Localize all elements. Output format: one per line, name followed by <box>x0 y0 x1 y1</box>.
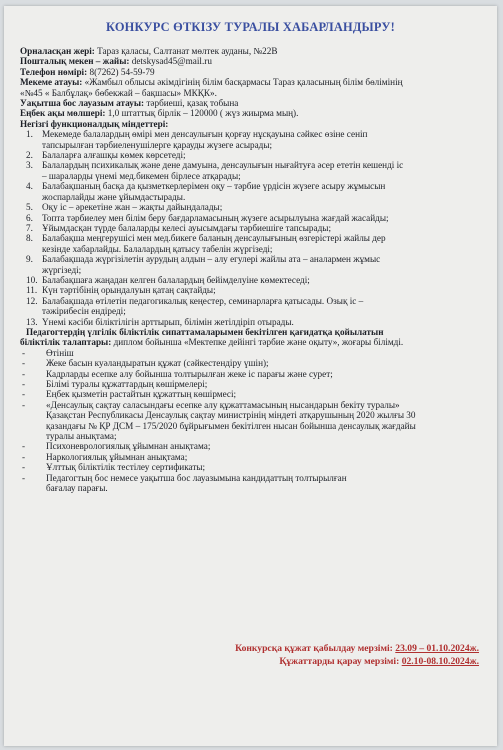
duty-number: 8. <box>26 233 33 244</box>
duty-item <box>20 296 489 317</box>
salary-label: Еңбек ақы мөлшері: <box>20 108 106 119</box>
location-value: Тараз қаласы, Салтанат мөлтек ауданы, №22В <box>94 46 278 56</box>
duty-number: 3. <box>26 160 33 171</box>
duty-item <box>20 181 489 202</box>
duty-number: 1. <box>26 129 33 140</box>
page-title: КОНКУРС ӨТКІЗУ ТУРАЛЫ ХАБАРЛАНДЫРУ! <box>105 20 396 34</box>
duties-heading: Негізгі функционалдық міндеттері: <box>20 118 169 129</box>
document-item <box>20 462 489 472</box>
duty-number: 10. <box>26 274 38 285</box>
duty-number: 13. <box>26 316 38 327</box>
duties-list <box>20 129 489 327</box>
document-bullet: - <box>22 379 26 389</box>
duty-number: 6. <box>26 212 33 223</box>
requirements-value: диплом бойынша «Мектепке дейінгі тәрбие және оқыту», жоғары білімді. <box>111 337 404 348</box>
duty-item <box>20 254 489 275</box>
document-text-line: Наркологиялық ұйымнан анықтама; <box>46 451 188 462</box>
acceptance-deadline-value: 23.09 – 01.10.2024ж. <box>395 643 479 654</box>
review-deadline-value: 02.10-08.10.2024ж. <box>401 656 479 667</box>
duty-text-line: Мекемеде балалардың өмірі мен денсаулығын қорғау нұсқауына сәйкес өзіне сеніп <box>42 129 368 140</box>
document-bullet: - <box>22 368 26 379</box>
duty-item <box>20 202 489 212</box>
duty-text-line: Балабақшаның басқа да қызметкерлерімен оқу – тәрбие үрдісін жүзеге асыру жұмысын <box>42 181 386 192</box>
duty-number: 5. <box>26 202 33 213</box>
duty-text-line: Балаларға алғашқы көмек көрсетеді; <box>42 150 186 161</box>
org-label: Мекеме атауы: <box>20 77 83 88</box>
document-bullet: - <box>22 389 26 400</box>
duty-item <box>20 129 489 150</box>
documents-list <box>20 348 489 494</box>
duty-number: 9. <box>26 254 33 265</box>
document-item <box>20 348 489 358</box>
document-text-line: Жеке басын куәландыратын құжат (сәйкестендіру үшін); <box>46 358 269 369</box>
document-text-line: Психоневрологиялық ұйымнан анықтама; <box>46 441 211 452</box>
duty-text-line: Балабақшаға жаңадан келген балалардың бейімделуіне көмектеседі; <box>42 274 310 285</box>
email-value: detskysad45@mail.ru <box>129 56 212 67</box>
duty-number: 11. <box>26 285 38 296</box>
duty-item <box>20 160 489 181</box>
requirements-line <box>20 337 489 347</box>
duty-text-line: – шараларды үнемі мед.бикемен бірлесе атқарады; <box>42 170 241 181</box>
salary-line <box>20 108 489 118</box>
duty-text-line: Балалардың психикалық және дене дамуына, денсаулығын нығайтуға әсер ететін кешенді іс <box>42 160 404 171</box>
requirements-heading: Педагогтердің үлгілік біліктілік сипаттамаларымен бекітілген қағидатқа қойылатын <box>26 326 384 337</box>
duty-text-line: Үнемі кәсіби біліктілігін арттырып, білімін жетілдіріп отырады. <box>42 316 294 327</box>
document-bullet: - <box>22 451 26 462</box>
document-text-line: Еңбек қызметін растайтын құжаттың көшірмесі; <box>46 389 237 400</box>
duty-text-line: Балабақшада жүргізілетін аурудың алдын – алу егулері жайлы ата – аналармен жұмыс <box>42 254 381 265</box>
document-item <box>20 389 489 399</box>
document-bullet: - <box>22 472 26 483</box>
document-text-line: Кадрларды есепке алу бойынша толтырылған жеке іс парағы және сурет; <box>46 368 333 379</box>
announcement-sheet <box>4 6 497 746</box>
document-item <box>20 400 489 442</box>
duty-text-line: кезінде хабарлайды. Балалардың қатысу табелін жүргізеді; <box>42 243 273 254</box>
document-text-line: Педагогтың бос немесе уақытша бос лауазымына кандидаттың толтырылған <box>46 472 347 483</box>
phone-value: 8(7262) 54-59-79 <box>87 66 155 77</box>
document-text-line: «Денсаулық сақтау саласындағы есепке алу құжаттамасының нысандарын бекіту туралы» <box>46 399 400 410</box>
acceptance-deadline <box>235 643 479 654</box>
vacancy-line <box>20 98 489 108</box>
duty-item <box>20 233 489 254</box>
duty-text-line: Балабақшада өтілетін педагогикалық кеңестер, семинарларға қатысады. Озық іс – <box>42 295 364 306</box>
salary-value: 1,0 штаттық бірлік – 120000 ( жүз жиырма мың). <box>105 108 299 119</box>
document-text-line: Өтініш <box>46 347 74 358</box>
document-text-line: туралы анықтама; <box>46 431 117 442</box>
duty-text-line: жоспарлайды және ұйымдастырады. <box>42 191 186 202</box>
review-deadline-label: Құжаттарды қарау мерзімі: <box>279 656 402 667</box>
document-bullet: - <box>22 441 26 452</box>
document-item <box>20 369 489 379</box>
document-text-line: Білімі туралы құжаттардың көшірмелері; <box>46 379 208 389</box>
document-item <box>20 379 489 389</box>
duty-item <box>20 223 489 233</box>
org-line-2 <box>20 88 489 98</box>
duty-text-line: Балабақша меңгерушісі мен мед.бикеге баланың денсаулығының өзгерістері жайлы дер <box>42 233 386 244</box>
location-label: Орналасқан жері: <box>20 46 95 56</box>
location-line <box>20 46 489 56</box>
document-item <box>20 441 489 451</box>
vacancy-label: Уақытша бос лауазым атауы: <box>20 98 145 109</box>
duty-text-line: тәжірибесін ендіреді; <box>42 306 126 317</box>
announcement-body <box>20 46 489 493</box>
duty-number: 4. <box>26 181 33 192</box>
review-deadline <box>279 656 479 667</box>
duty-text-line: тапсырылған тәрбиеленушілерге қарауды жүзеге асырады; <box>42 139 273 150</box>
duty-text-line: Күн тәртібінің орындалуын қатаң сақтайды; <box>42 285 216 296</box>
document-bullet: - <box>22 347 26 358</box>
duty-number: 12. <box>26 295 38 306</box>
email-line <box>20 56 489 66</box>
document-bullet: - <box>22 462 26 473</box>
phone-line <box>20 67 489 77</box>
document-text-line: Ұлттық біліктілік тестілеу сертификаты; <box>46 462 206 473</box>
document-item <box>20 452 489 462</box>
document-item <box>20 473 489 494</box>
document-bullet: - <box>22 358 26 369</box>
duty-item <box>20 213 489 223</box>
duty-text-line: жүргізеді; <box>42 264 82 275</box>
vacancy-value: тәрбиеші, қазақ тобына <box>144 98 239 109</box>
duty-number: 7. <box>26 222 33 233</box>
duty-item <box>20 150 489 160</box>
duty-text-line: Оқу іс – әрекетіне жан – жақты дайындалады; <box>42 202 223 213</box>
document-item <box>20 358 489 368</box>
document-text-line: бағалау парағы. <box>46 483 108 494</box>
org-line <box>20 77 489 87</box>
document-text-line: қазандағы № ҚР ДСМ – 175/2020 бұйрығымен бекітілген нысан бойынша денсаулық жағдайы <box>46 420 416 431</box>
duty-item <box>20 317 489 327</box>
duty-item <box>20 275 489 285</box>
document-text-line: Қазақстан Республикасы Денсаулық сақтау министрінің міндеті атқарушының 2020 жылғы 30 <box>46 410 416 421</box>
duty-item <box>20 285 489 295</box>
acceptance-deadline-label: Конкурсқа құжат қабылдау мерзімі: <box>235 643 396 654</box>
duty-text-line: Ұйымдасқан түрде балаларды келесі ауысымдағы тәрбиешіге тапсырады; <box>42 222 332 233</box>
org-value-2: «№45 « Балбұлақ» бөбекжай – бақшасы» МКҚК». <box>20 87 217 98</box>
email-label: Пошталық мекен – жайы: <box>20 56 130 67</box>
org-value-1: «Жамбыл облысы әкімдігінің білім басқармасы Тараз қаласының білім бөлімінің <box>82 77 403 88</box>
requirements-label: біліктілік талаптары: <box>20 337 112 348</box>
document-bullet: - <box>22 399 26 410</box>
phone-label: Телефон нөмірі: <box>20 66 88 77</box>
duty-text-line: Топта тәрбиелеу мен білім беру бағдарламасының жүзеге асырылуына жағдай жасайды; <box>42 212 389 223</box>
duty-number: 2. <box>26 150 33 161</box>
